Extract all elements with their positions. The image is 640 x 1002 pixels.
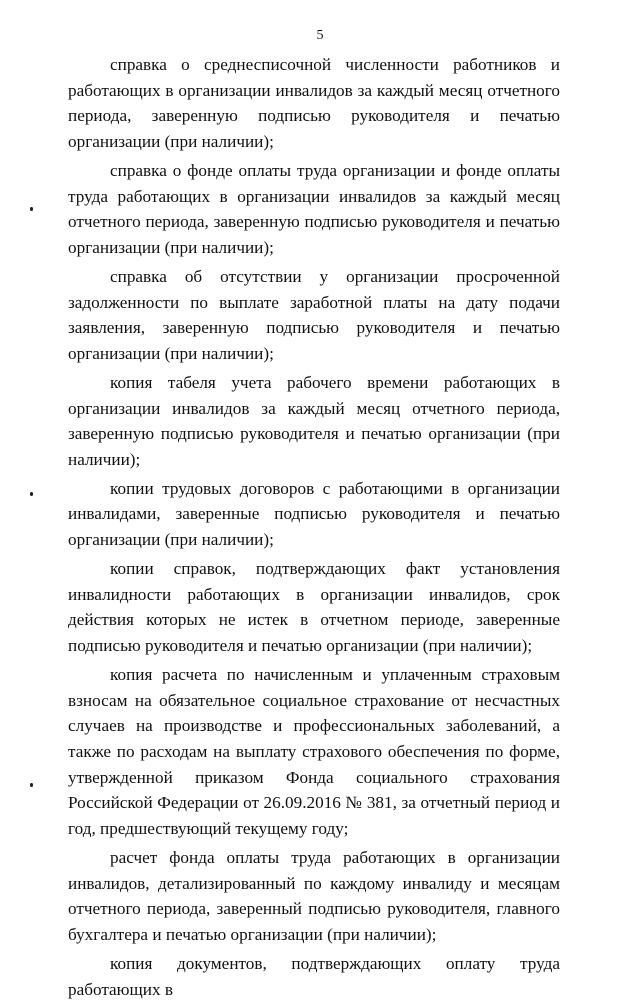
scan-artifact-dot [30, 492, 33, 496]
paragraph: копии трудовых договоров с работающими в организации инвалидами, заверенные подписью руководителя и печатью организации (при наличии); [68, 478, 560, 550]
paragraph: копия расчета по начисленным и уплаченным страховым взносам на обязательное социальное страхование от несчастных случаев на производстве и профессиональных заболеваний, а также по расходам на выплату страхового обеспечения по форме, утвержденной приказом Фонда социального страхования Российской Федерации от 26.09.2016 № 381, за отчетный период и год, предшествующий текущему году; [68, 665, 560, 838]
paragraph: справка о фонде оплаты труда организации и фонде оплаты труда работающих в организации инвалидов за каждый месяц отчетного периода, заверенную подписью руководителя и печатью организации (при наличии); [68, 160, 560, 257]
scan-artifact-dot [30, 207, 33, 211]
document-body [68, 52, 560, 1002]
paragraph: справка об отсутствии у организации просроченной задолженности по выплате заработной платы на дату подачи заявления, заверенную подписью руководителя и печатью организации (при наличии); [68, 266, 560, 363]
page-number: 5 [316, 28, 324, 43]
paragraph: копии справок, подтверждающих факт установления инвалидности работающих в организации инвалидов, срок действия которых не истек в отчетном периоде, заверенные подписью руководителя и печатью организации (при наличии); [68, 559, 560, 656]
paragraph: справка о среднесписочной численности работников и работающих в организации инвалидов за каждый месяц отчетного периода, заверенную подписью руководителя и печатью организации (при наличии); [68, 55, 560, 151]
paragraph: расчет фонда оплаты труда работающих в организации инвалидов, детализированный по каждому инвалиду и месяцам отчетного периода, заверенный подписью руководителя, главного бухгалтера и печатью организации (при наличии); [68, 847, 560, 944]
paragraph: копия табеля учета рабочего времени работающих в организации инвалидов за каждый месяц отчетного периода, заверенную подписью руководителя и печатью организации (при наличии); [68, 372, 560, 469]
scan-artifact-dot [30, 783, 33, 787]
paragraph: копия документов, подтверждающих оплату труда работающих в [68, 953, 560, 999]
